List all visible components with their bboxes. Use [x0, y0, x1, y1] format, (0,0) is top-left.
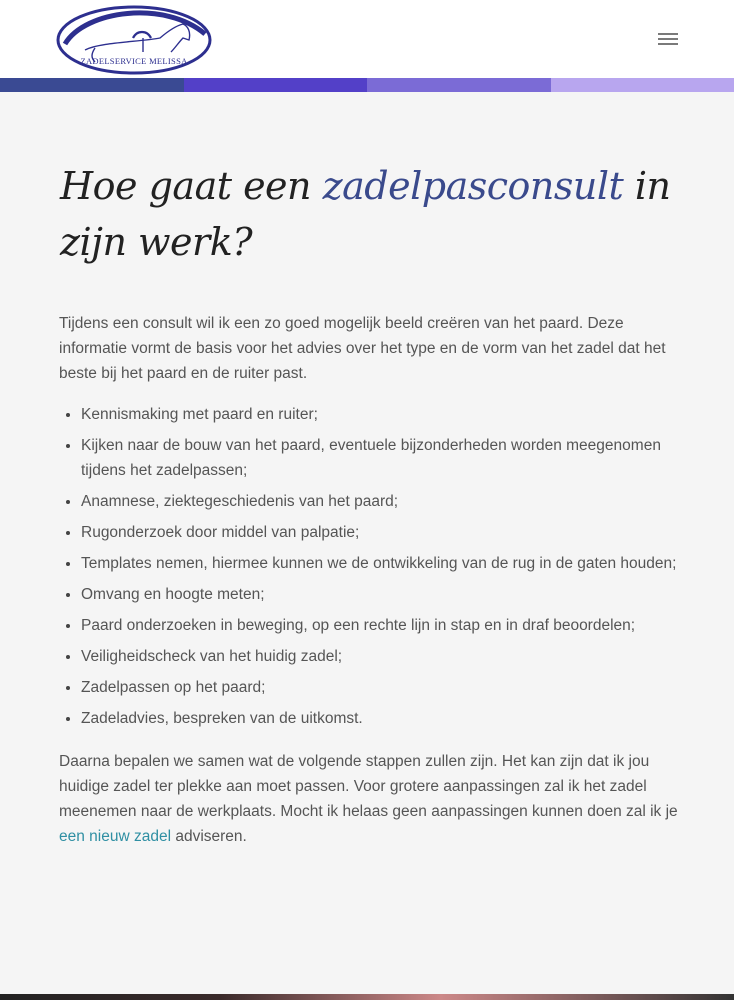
list-item: • Veiligheidscheck van het huidig zadel;	[81, 644, 679, 669]
consult-steps-list	[59, 402, 679, 731]
list-item: • Paard onderzoeken in beweging, op een rechte lijn in stap en in draf beoordelen;	[81, 613, 679, 638]
hamburger-line	[658, 33, 678, 35]
logo-text: ZADELSERVICE MELISSA	[80, 56, 188, 66]
site-header	[0, 0, 734, 78]
stripe-segment	[0, 78, 184, 92]
outro-text: Daarna bepalen we samen wat de volgende stappen zullen zijn. Het kan zijn dat ik jou huidige zadel ter plekke aan moet passen. Voor grotere aanpassingen zal ik het zadel meenemen naar de werkplaats. Mocht ik helaas geen aanpassingen kunnen doen zal ik je	[59, 753, 678, 820]
stripe-segment	[551, 78, 734, 92]
list-item: • Kennismaking met paard en ruiter;	[81, 402, 679, 427]
list-item: • Rugonderzoek door middel van palpatie;	[81, 520, 679, 545]
list-item: • Templates nemen, hiermee kunnen we de ontwikkeling van de rug in de gaten houden;	[81, 551, 679, 576]
color-stripe	[0, 78, 734, 92]
outro-paragraph	[59, 749, 679, 849]
list-item: • Anamnese, ziektegeschiedenis van het paard;	[81, 489, 679, 514]
list-item: • Zadelpassen op het paard;	[81, 675, 679, 700]
list-item: • Omvang en hoogte meten;	[81, 582, 679, 607]
list-item: • Zadeladvies, bespreken van de uitkomst.	[81, 706, 679, 731]
main-content	[59, 311, 679, 849]
outro-text-end: adviseren.	[171, 828, 247, 845]
hamburger-line	[658, 43, 678, 45]
logo[interactable]	[55, 2, 213, 76]
title-highlight: zadelpasconsult	[322, 164, 624, 208]
title-part2: in zijn werk?	[60, 164, 671, 264]
intro-paragraph: Tijdens een consult wil ik een zo goed mogelijk beeld creëren van het paard. Deze informatie vormt de basis voor het advies over het type en de vorm van het zadel dat het beste bij het paard en de ruiter past.	[59, 315, 666, 382]
list-item: • Kijken naar de bouw van het paard, eventuele bijzonderheden worden meegenomen tijdens het zadelpassen;	[81, 433, 679, 483]
footer-image-edge	[0, 994, 734, 1000]
hamburger-menu-icon[interactable]	[656, 30, 680, 48]
hamburger-line	[658, 38, 678, 40]
stripe-segment	[184, 78, 368, 92]
page-title	[60, 158, 680, 270]
new-saddle-link[interactable]: een nieuw zadel	[59, 828, 172, 845]
title-part1: Hoe gaat een	[60, 164, 323, 208]
stripe-segment	[367, 78, 551, 92]
